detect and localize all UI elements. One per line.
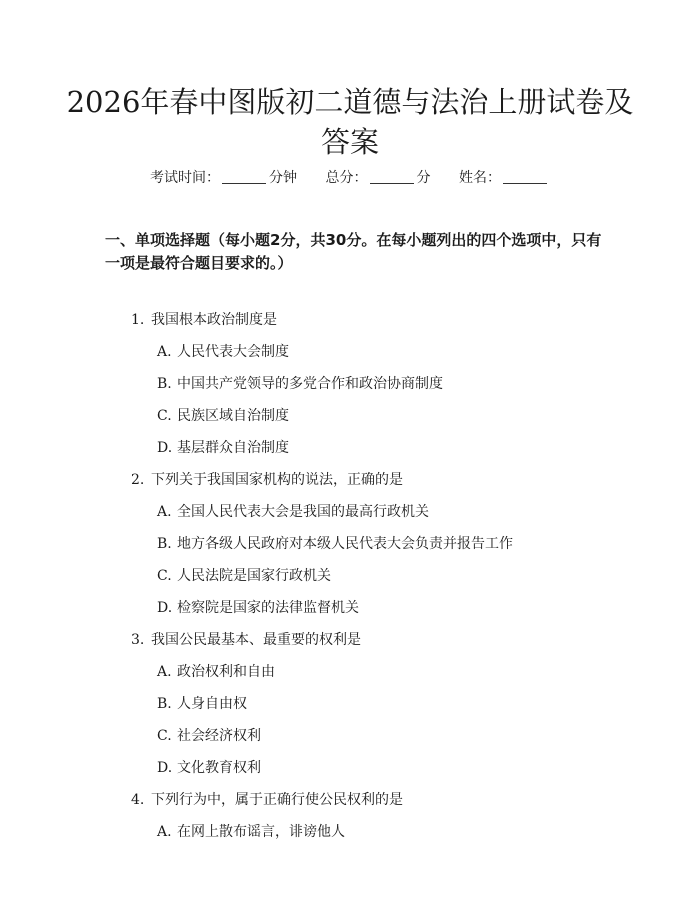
- question-number: 3.: [131, 632, 145, 648]
- option-text: 政治权利和自由: [177, 664, 275, 680]
- name-field: [459, 168, 550, 188]
- option-text: 检察院是国家的法律监督机关: [177, 600, 359, 616]
- section-heading: 一、单项选择题（每小题2分，共30分。在每小题列出的四个选项中，只有一项是最符合题目要求的。）: [105, 231, 602, 272]
- option-letter: D.: [157, 760, 173, 776]
- option-text: 社会经济权利: [177, 728, 261, 744]
- option-letter: C.: [157, 408, 172, 424]
- option-letter: D.: [157, 600, 173, 616]
- option-text: 民族区域自治制度: [177, 408, 289, 424]
- option-letter: B.: [157, 376, 172, 392]
- option-1b: [157, 374, 443, 394]
- option-text: 文化教育权利: [177, 760, 261, 776]
- question-2: [131, 470, 403, 490]
- total-score-label: 总分：: [325, 170, 368, 186]
- exam-time-unit: 分钟: [269, 170, 298, 186]
- question-4: [131, 790, 403, 810]
- option-3d: [157, 758, 261, 778]
- option-text: 人民法院是国家行政机关: [177, 568, 331, 584]
- option-2a: [157, 502, 429, 522]
- total-score-blank: [370, 169, 414, 184]
- question-text: 下列关于我国国家机构的说法，正确的是: [151, 472, 403, 488]
- option-text: 基层群众自治制度: [177, 440, 289, 456]
- question-text: 我国根本政治制度是: [151, 312, 277, 328]
- option-2b: [157, 534, 513, 554]
- option-letter: B.: [157, 696, 172, 712]
- option-text: 地方各级人民政府对本级人民代表大会负责并报告工作: [177, 536, 513, 552]
- option-3c: [157, 726, 261, 746]
- question-text: 下列行为中，属于正确行使公民权利的是: [151, 792, 403, 808]
- question-number: 1.: [131, 312, 145, 328]
- option-letter: A.: [157, 824, 172, 840]
- total-score-field: [326, 168, 431, 188]
- option-letter: D.: [157, 440, 173, 456]
- question-3: [131, 630, 361, 650]
- option-1a: [157, 342, 289, 362]
- name-label: 姓名：: [458, 170, 501, 186]
- option-text: 人民代表大会制度: [177, 344, 289, 360]
- option-2d: [157, 598, 359, 618]
- question-text: 我国公民最基本、最重要的权利是: [151, 632, 361, 648]
- option-1d: [157, 438, 289, 458]
- question-1: [131, 310, 277, 330]
- exam-time-blank: [222, 169, 266, 184]
- page-title: 2026年春中图版初二道德与法治上册试卷及答案: [66, 85, 634, 159]
- option-letter: C.: [157, 728, 172, 744]
- option-2c: [157, 566, 331, 586]
- option-4a: [157, 822, 345, 842]
- option-letter: B.: [157, 536, 172, 552]
- option-3b: [157, 694, 247, 714]
- option-letter: A.: [157, 504, 172, 520]
- question-number: 2.: [131, 472, 145, 488]
- exam-info-line: [0, 168, 700, 188]
- total-score-unit: 分: [416, 170, 431, 186]
- option-letter: A.: [157, 664, 172, 680]
- exam-time-label: 考试时间：: [150, 170, 221, 186]
- option-letter: C.: [157, 568, 172, 584]
- option-1c: [157, 406, 289, 426]
- option-text: 全国人民代表大会是我国的最高行政机关: [177, 504, 429, 520]
- question-number: 4.: [131, 792, 145, 808]
- option-text: 中国共产党领导的多党合作和政治协商制度: [177, 376, 443, 392]
- option-text: 人身自由权: [177, 696, 247, 712]
- name-blank: [503, 169, 547, 184]
- option-3a: [157, 662, 275, 682]
- option-letter: A.: [157, 344, 172, 360]
- exam-time-field: [150, 168, 297, 188]
- option-text: 在网上散布谣言，诽谤他人: [177, 824, 345, 840]
